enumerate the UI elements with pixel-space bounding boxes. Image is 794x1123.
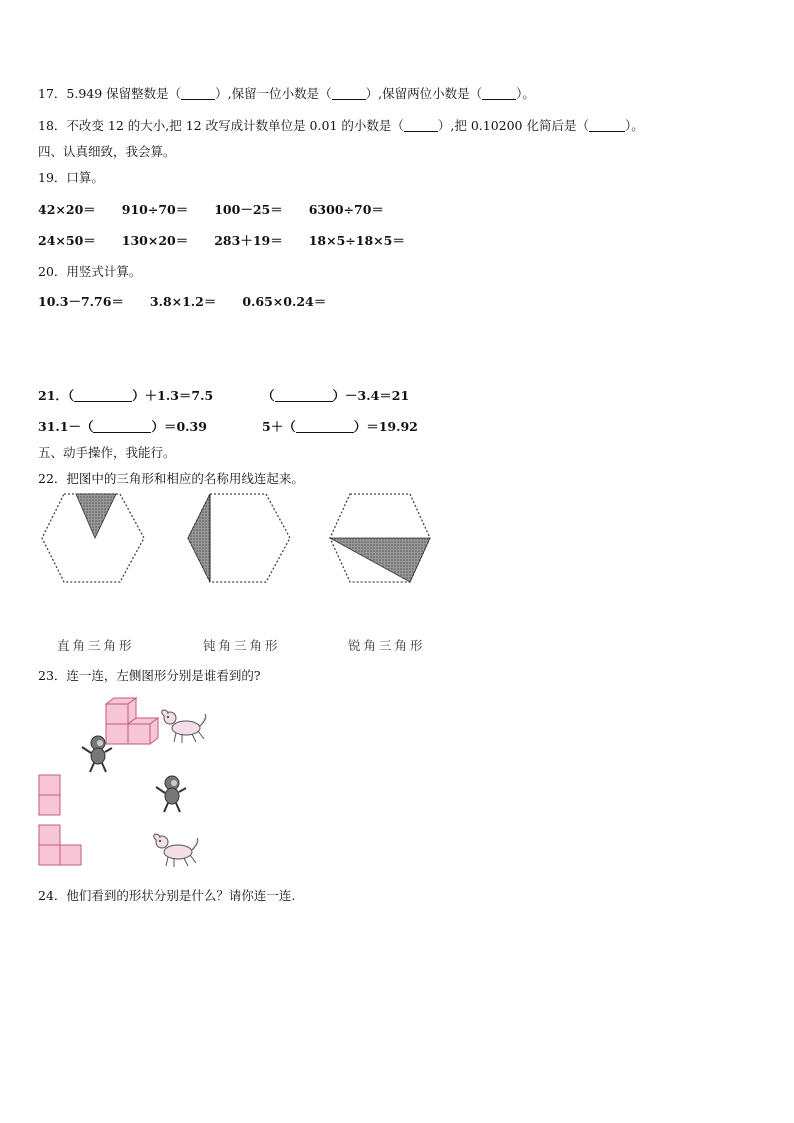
q19-row-2	[38, 231, 431, 249]
q20-items	[38, 292, 352, 310]
hexagon-acute-triangle[interactable]	[330, 494, 430, 582]
q23-title: 23．连一连，左侧图形分别是谁看到的?	[38, 668, 261, 683]
hexagon-obtuse-triangle[interactable]	[188, 494, 290, 582]
q21-blank-3[interactable]	[93, 420, 151, 433]
q19-item: 6300÷70＝	[308, 202, 384, 217]
dog-icon[interactable]	[150, 830, 202, 870]
q21-eq-2	[262, 386, 409, 404]
q18-text-c: ）。	[625, 118, 644, 133]
q17-blank-2[interactable]	[332, 87, 366, 100]
q18-text-b: ）,把 0.10200 化简后是（	[437, 118, 589, 133]
q18-blank-2[interactable]	[589, 119, 625, 132]
monkey-icon[interactable]	[152, 774, 190, 814]
view-two-stacked[interactable]	[38, 774, 62, 818]
q21-eq-1	[38, 386, 213, 404]
q19-item: 100－25＝	[214, 202, 283, 217]
q22-hexagons	[38, 490, 438, 590]
q20-item: 0.65×0.24＝	[242, 294, 327, 309]
q21-text: ）＝0.39	[151, 419, 207, 434]
label-obtuse-triangle[interactable]: 钝角三角形	[203, 638, 281, 653]
q17-blank-3[interactable]	[482, 87, 516, 100]
view-l-shape[interactable]	[38, 824, 84, 868]
q19-item: 24×50＝	[38, 233, 96, 248]
q18-number: 18．	[38, 118, 67, 133]
label-right-triangle[interactable]: 直角三角形	[57, 638, 135, 653]
q21-text: （	[262, 388, 275, 403]
q21-blank-1[interactable]	[74, 389, 132, 402]
q20-title: 20．用竖式计算。	[38, 264, 142, 279]
q20-item: 10.3－7.76＝	[38, 294, 124, 309]
q21-blank-2[interactable]	[275, 389, 333, 402]
hexagon-right-triangle[interactable]	[42, 494, 144, 582]
q21-text: 5＋（	[262, 419, 296, 434]
q17-text-d: ）。	[516, 86, 535, 101]
monkey-icon	[78, 734, 116, 774]
question-17	[38, 84, 535, 102]
q21-text: ）－3.4＝21	[332, 388, 410, 403]
q21-eq-4	[262, 417, 418, 435]
q19-row-1	[38, 200, 410, 218]
q21-text: 31.1－（	[38, 419, 94, 434]
section-5-heading: 五、动手操作，我能行。	[38, 445, 176, 460]
q19-item: 130×20＝	[121, 233, 189, 248]
q19-item: 18×5÷18×5＝	[308, 233, 405, 248]
q19-item: 910÷70＝	[121, 202, 189, 217]
q19-item: 42×20＝	[38, 202, 96, 217]
q17-text-a: 5.949 保留整数是（	[66, 86, 182, 101]
q21-text: ）＋1.3＝7.5	[132, 388, 214, 403]
q24-title: 24．他们看到的形状分别是什么？请你连一连.	[38, 888, 296, 903]
section-4-heading: 四、认真细致，我会算。	[38, 144, 176, 159]
label-acute-triangle[interactable]: 锐角三角形	[348, 638, 426, 653]
q19-item: 283＋19＝	[214, 233, 283, 248]
q21-eq-3	[38, 417, 207, 435]
q17-text-c: ）,保留两位小数是（	[365, 86, 483, 101]
dog-icon	[158, 706, 210, 746]
q20-item: 3.8×1.2＝	[149, 294, 217, 309]
q21-text: ）＝19.92	[353, 419, 418, 434]
q19-title: 19．口算。	[38, 170, 104, 185]
q17-number: 17．	[38, 86, 67, 101]
q21-blank-4[interactable]	[296, 420, 354, 433]
question-18	[38, 116, 644, 134]
q18-text-a: 不改变 12 的大小,把 12 改写成计数单位是 0.01 的小数是（	[66, 118, 404, 133]
q17-text-b: ）,保留一位小数是（	[215, 86, 332, 101]
q22-title: 22．把图中的三角形和相应的名称用线连起来。	[38, 471, 304, 486]
q17-blank-1[interactable]	[181, 87, 215, 100]
q18-blank-1[interactable]	[404, 119, 438, 132]
q21-text: 21．（	[38, 388, 75, 403]
